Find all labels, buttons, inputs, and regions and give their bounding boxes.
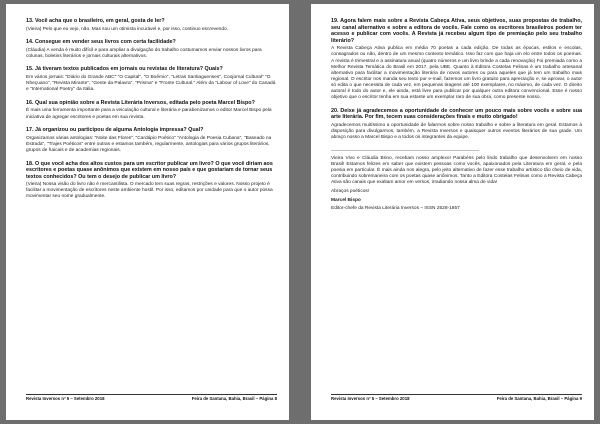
signature-name: Marcel Bispo: [331, 198, 361, 204]
answer-20: Agradecemos muitíssimo a oportunidade de falarmos sobre nosso trabalho e sobre a literatura em geral. Estamos à disposição para divulgarmos, também, a Revista Inversos e quaisquer outros eventos literários de sua grade. Um abraço nosso a Marcel Bispo e a todos os integrantes da equipe.: [331, 122, 582, 141]
answer-15: Em vários jornais: "Diário do Grande ABC" "O Capital", "O Boêmio", "Letras Santiaguenses", Coojornal Cultural" "O Nheçuano", "Revista Mirante", "Gente da Palavra", "Prisma" e "Fronte Cultural." Além da "Labour of Love" do Canadá e "International Poetry" da Itália.: [26, 75, 276, 93]
question-20: 20. Deixe já agradecemos a oportunidade de conhecer um pouco mais sobre vocês e sobre sua arte literária. Por fim, tecem suas considerações finais e muito obrigado!: [331, 107, 582, 121]
qa-17: [26, 127, 277, 154]
page-left-footer: [26, 394, 277, 405]
answer-17: Organizamos várias antologias: "Noite das Flores", "Cardápio Poético" "Antologia de Poesia Cubana", "Baseado na Estrada", "Trajes Poéticos" entre outras e estamos também, regularmente, antologias para vários grupos literários, grupos de haicais e de academias regionais.: [26, 135, 272, 153]
qa-19: [331, 18, 582, 101]
qa-15: [26, 66, 277, 93]
signature-title: Editor-chefe da Revista Literária Inversos – ISSN 2528-1857: [331, 206, 460, 212]
question-19: 19. Agora falem mais sobre a Revista Cabeça Ativa, seus objetivos, suas propostas de trabalho, seu canal alternativo e sobre a editora de vocês. Fale como os escritores brasileiros podem ter acesso e publicar com vocês. A Revista já recebeu algum tipo de premiação pelo seu trabalho literário?: [331, 18, 582, 44]
footer-left-location-page: Feira de Santana, Bahia, Brasil – Página 8: [191, 396, 277, 401]
question-14: 14. Consegue em vender seus livros com certa facilidade?: [26, 39, 176, 46]
footer-left-publication: Revista Inversos nº 5 – Setembro 2018: [26, 396, 105, 401]
footer-right-publication: Revista Inversos nº 5 – Setembro 2018: [331, 396, 410, 401]
answer-16: É mais uma ferramenta importante para a veiculação cultural e literária e parabenizamos o editor Marcel Bispo pela iniciativa de agregar escritores e poetas em sua revista.: [26, 108, 272, 120]
editor-message: Vieira Vivo e Cláudia Brino, recebam nosso amplexo! Parabéns pelo lindo trabalho que desenvolvem em nosso Brasil! Estamos felizes em saber que existem pessoas como vocês, apaixonados pela Literatura em geral, e pela poesia em particular. É mais ainda nos alegra, pelo jeito alternativo de fazer esse trabalho artístico tão cheio de vida, contribuindo sobremaneira com os poetas quase anônimos. Tanto a Editora Costelas Felinas como a Revista Cabeça Ativa são canais que exaltam amor em versos, irradiando nossa alma de vida!: [331, 155, 582, 186]
page-right-footer: [331, 394, 582, 405]
qa-20: [331, 108, 582, 141]
page-left: [6, 4, 289, 420]
question-15: 15. Já tiveram textos publicados em jornais ou revistas de literatura? Quais?: [26, 66, 223, 73]
separator-line: -----------------------------------------------------------------------------------------------------------------------------------: [331, 147, 479, 153]
answer-19: A Revista Cabeça Ativa publica em média 70 poetas a cada edição. De todas as épocas, estilos e escolas, consagrados ou não, dentro de um mesmo contexto temático. Isso faz com que haja um elo entre todos os poemas. A revista é trimestral e a assinatura anual (quatro números e um livro brinde a cada renovação) Foi premiada como a Melhor Revista Temática do Brasil em 2017, pela UBE. Quanto à Editora Costelas Felinas é um trabalho artesanal alternativo para facilitar a movimentação literária de novos autores ou para aqueles que já tem um trabalho mais regional. O escritor nos manda seu texto por e-mail, fazemos um livro gratuito para apreciação e, se aprovar, o autor só edita o que necessita de cada vez, em pequenas tiragens até 100 exemplares, no máximo, de cada vez. O direito autoral é todo do autor e, ele ainda, está livre para publicar por qualquer outra editora convencional. Esse é nosso objetivo que o escritor tenha em sua estante um exemplar raro de sua obra, como presente nosso.: [331, 46, 582, 101]
question-18: 18. O que você acha dos altos custos para um escritor publicar um livro? O que você diriam aos escritores e poetas quase anônimos que existem em nosso país e que gostariam de tornar seus textos conhecidos? Ou tem o desejo de publicar um livro?: [26, 160, 273, 180]
qa-18: [26, 161, 277, 201]
footer-right-location-page: Feira de Santana, Bahia, Brasil – Página 9: [496, 396, 582, 401]
page-right-content: [331, 18, 582, 215]
qa-16: [26, 100, 277, 121]
qa-14: [26, 39, 277, 60]
page-right: [311, 4, 594, 420]
closing-greeting: Abraços poéticos!: [331, 189, 370, 195]
question-16: 16. Qual sua opinião sobre a Revista Literária Inversos, editada pelo poeta Marcel Bispo?: [26, 99, 255, 106]
answer-14: (Cláudia) A venda é muito difícil e para ampliar a divulgação do trabalho costumamos enviar nossos livros para colunas, boletins literários e jornais culturais alternativos.: [26, 47, 262, 59]
qa-13: [26, 18, 277, 33]
page-left-content: [26, 18, 277, 207]
question-17: 17. Já organizou ou participou de alguma Antologia impressa? Qual?: [26, 127, 204, 134]
answer-18: (Vieira) Nossa visão do livro não é mercantilista. O mercado tem suas regras, restrições e valores. Nosso projeto é facilitar a movimentação de escritores neste ambiente hostil. Por isso, editamos por unidade para que o autor possa movimentar seu nome gradualmente.: [26, 182, 273, 200]
answer-13: (Vieira) Pelo que eu vejo, não. Mas sou um otimista incurável e, por isso, continuo escrevendo.: [26, 26, 229, 32]
question-13: 13. Você acha que o brasileiro, em geral, gosta de ler?: [26, 18, 165, 24]
